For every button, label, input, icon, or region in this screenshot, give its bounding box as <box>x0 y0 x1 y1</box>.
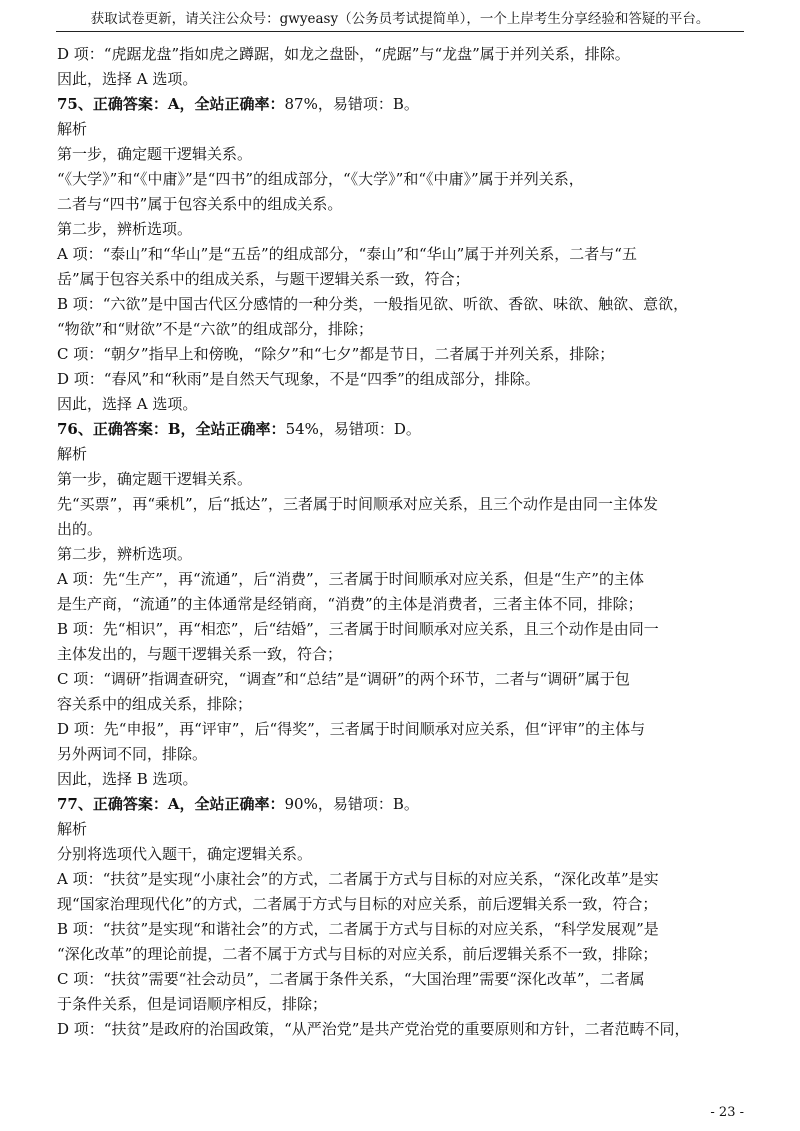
text-line: “《大学》”和“《中庸》”是“四书”的组成部分，“《大学》”和“《中庸》”属于并列关系， <box>57 170 584 188</box>
text-line: 是生产商，“流通”的主体通常是经销商，“消费”的主体是消费者，三者主体不同，排除； <box>57 595 643 613</box>
answer-stats: 54%，易错项：D。 <box>285 420 421 438</box>
question-answer-heading <box>57 792 744 817</box>
text-line: “深化改革”的理论前提，二者不属于方式与目标的对应关系，前后逻辑关系不一致，排除； <box>57 945 658 963</box>
text-line: 第一步，确定题干逻辑关系。 <box>57 145 253 163</box>
text-line: 先“买票”，再“乘机”，后“抵达”，三者属于时间顺承对应关系，且三个动作是由同一主体发 <box>57 495 659 513</box>
text-line: 另外两词不同，排除。 <box>57 745 208 763</box>
question-answer-heading <box>57 417 744 442</box>
text-line: D 项：先“申报”，再“评审”，后“得奖”，三者属于时间顺承对应关系，但“评审”的主体与 <box>57 720 646 738</box>
text-line: 二者与“四书”属于包容关系中的组成关系。 <box>57 195 343 213</box>
text-line: 第二步，辨析选项。 <box>57 545 193 563</box>
text-line: A 项：先“生产”，再“流通”，后“消费”，三者属于时间顺承对应关系，但是“生产”的主体 <box>57 570 644 588</box>
text-line: 出的。 <box>57 520 103 538</box>
page-header: 获取试卷更新，请关注公众号：gwyeasy（公务员考试提简单），一个上岸考生分享经验和答疑的平台。 <box>56 10 744 32</box>
text-line: 因此，选择 A 选项。 <box>57 395 198 413</box>
answer-label: 76、正确答案：B，全站正确率： <box>57 420 286 438</box>
text-line: 于条件关系，但是词语顺序相反，排除； <box>57 995 328 1013</box>
text-line: D 项：“春风”和“秋雨”是自然天气现象，不是“四季”的组成部分，排除。 <box>57 370 540 388</box>
answer-stats: 90%，易错项：B。 <box>284 795 419 813</box>
text-line: 现“国家治理现代化”的方式，二者属于方式与目标的对应关系，前后逻辑关系一致，符合； <box>57 895 658 913</box>
text-line: C 项：“调研”指调查研究，“调查”和“总结”是“调研”的两个环节，二者与“调研”属于包 <box>57 670 630 688</box>
text-line: 第一步，确定题干逻辑关系。 <box>57 470 253 488</box>
answer-stats: 87%，易错项：B。 <box>284 95 419 113</box>
text-line: 容关系中的组成关系，排除； <box>57 695 253 713</box>
text-line: A 项：“扶贫”是实现“小康社会”的方式，二者属于方式与目标的对应关系，“深化改革”是实 <box>57 870 659 888</box>
text-line: “物欲”和“财欲”不是“六欲”的组成部分，排除； <box>57 320 374 338</box>
answer-label: 77、正确答案：A，全站正确率： <box>57 795 285 813</box>
text-line: C 项：“扶贫”需要“社会动员”，二者属于条件关系，“大国治理”需要“深化改革”，二者属 <box>57 970 645 988</box>
text-line: 分别将选项代入题干，确定逻辑关系。 <box>57 845 313 863</box>
text-line: 第二步，辨析选项。 <box>57 220 193 238</box>
text-line: 主体发出的，与题干逻辑关系一致，符合； <box>57 645 343 663</box>
text-line: B 项：先“相识”，再“相恋”，后“结婚”，三者属于时间顺承对应关系，且三个动作是由同一 <box>57 620 659 638</box>
text-line: 解析 <box>57 120 88 138</box>
text-line: 因此，选择 A 选项。 <box>57 70 198 88</box>
text-line: D 项：“虎踞龙盘”指如虎之蹲踞，如龙之盘卧，“虎踞”与“龙盘”属于并列关系，排除。 <box>57 45 630 63</box>
document-body <box>57 42 744 1042</box>
page-number: - 23 - <box>710 1105 744 1120</box>
text-line: B 项：“六欲”是中国古代区分感情的一种分类，一般指见欲、听欲、香欲、味欲、触欲、意欲， <box>57 295 689 313</box>
text-line: 岳”属于包容关系中的组成关系，与题干逻辑关系一致，符合； <box>57 270 470 288</box>
text-line: B 项：“扶贫”是实现“和谐社会”的方式，二者属于方式与目标的对应关系，“科学发展观”是 <box>57 920 659 938</box>
text-line: 因此，选择 B 选项。 <box>57 770 198 788</box>
text-line: 解析 <box>57 820 88 838</box>
question-answer-heading <box>57 92 744 117</box>
answer-label: 75、正确答案：A，全站正确率： <box>57 95 285 113</box>
text-line: D 项：“扶贫”是政府的治国政策，“从严治党”是共产党治党的重要原则和方针，二者范畴不同， <box>57 1020 690 1038</box>
text-line: A 项：“泰山”和“华山”是“五岳”的组成部分，“泰山”和“华山”属于并列关系，二者与“五 <box>57 245 637 263</box>
text-line: 解析 <box>57 445 88 463</box>
text-line: C 项：“朝夕”指早上和傍晚，“除夕”和“七夕”都是节日，二者属于并列关系，排除； <box>57 345 615 363</box>
